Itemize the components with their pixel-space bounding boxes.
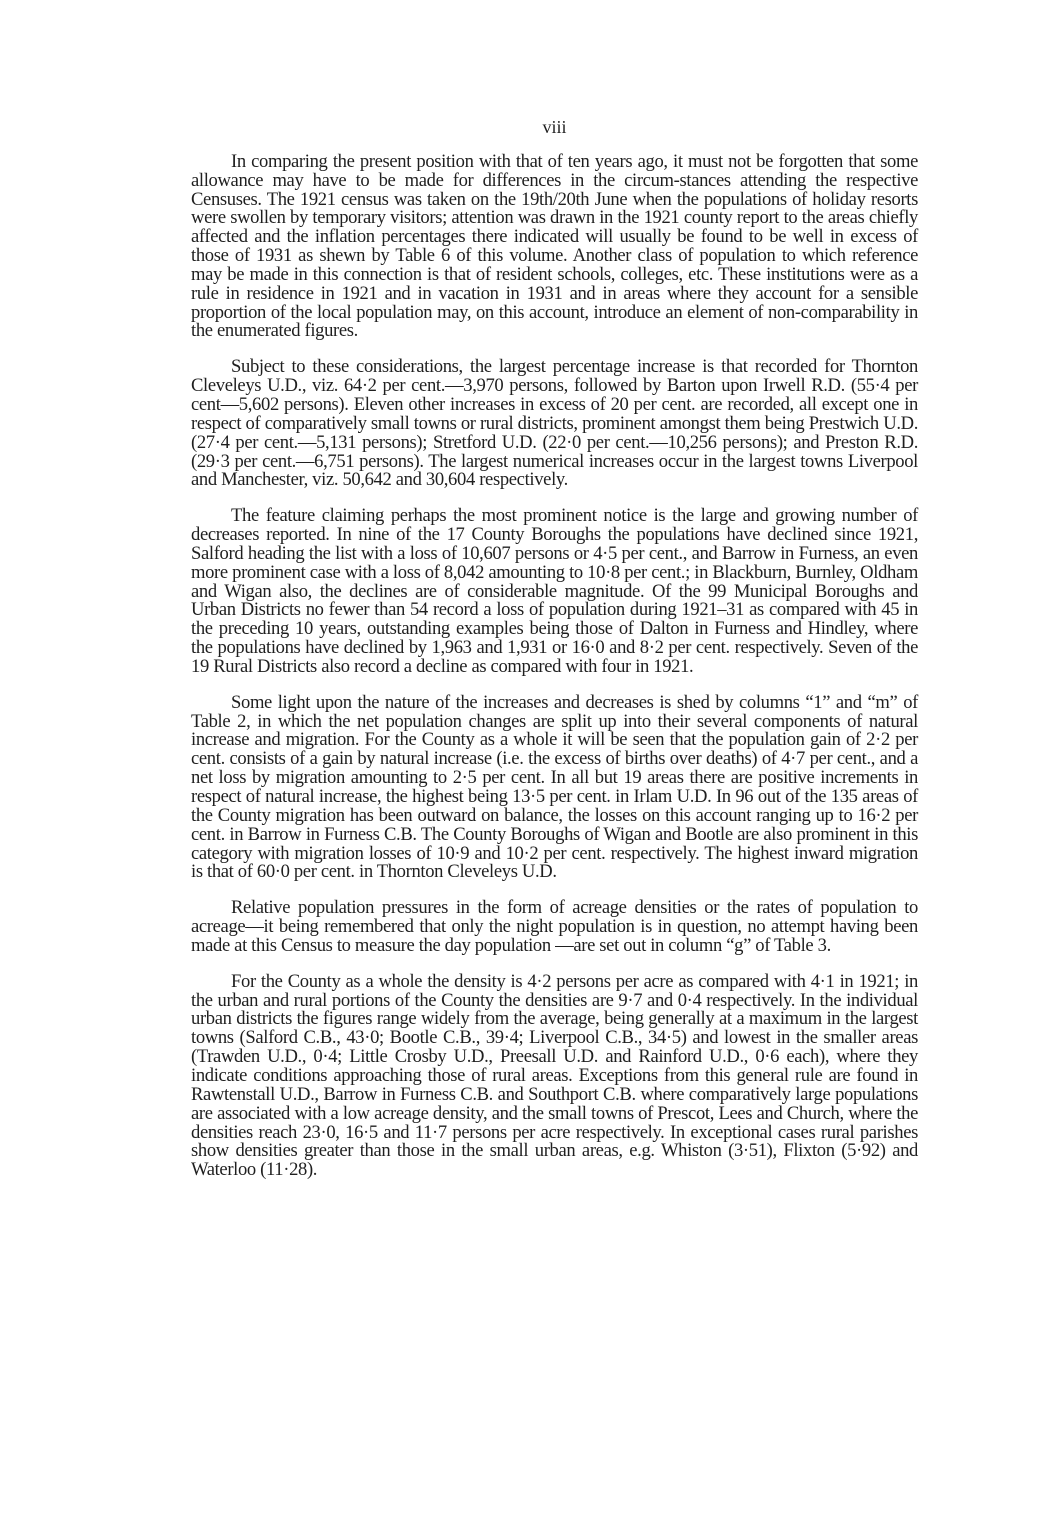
page-number: viii bbox=[542, 117, 567, 137]
paragraph-population-pressures: Relative population pressures in the form of acreage densities or the rates of population to acreage—it being remembered that only the night population is in question, no attempt having been made at this Census to measure the day population —are set out in column “g” of Table 3. bbox=[191, 897, 918, 956]
paragraph-census-circumstances: In comparing the present position with that of ten years ago, it must not be forgotten that some allowance may have to be made for differences in the circum-stances attending the respective Censuses. The 1921 census was taken on the 19th/20th June when the populations of holiday resorts were swollen by temporary visitors; attention was drawn in the 1921 county report to the areas chiefly affected and the inflation percentages there indicated will usually be found to be well in excess of those of 1931 as shewn by Table 6 of this volume. Another class of population to which reference may be made in this connection is that of resident schools, colleges, etc. These institutions were as a rule in residence in 1921 and in vacation in 1931 and in areas where they account for a sensible proportion of the local population may, on this account, introduce an element of non-comparability in the enumerated figures. bbox=[191, 150, 918, 342]
paragraph-natural-increase-migration: Some light upon the nature of the increases and decreases is shed by columns “1” and “m” of Table 2, in which the net population changes are split up into their several components of natural increase and migration. For the County as a whole it will be seen that the population gain of 2·2 per cent. consists of a gain by natural increase (i.e. the excess of births over deaths) of 4·7 per cent., and a net loss by migration amounting to 2·5 per cent. In all but 19 areas there are positive increments in respect of natural increase, the highest being 13·5 per cent. in Irlam U.D. In 96 out of the 135 areas of the County migration has been outward on balance, the losses on this account ranging up to 16·2 per cent. in Barrow in Furness C.B. The County Boroughs of Wigan and Bootle are also prominent in this category with migration losses of 10·9 and 10·2 per cent. respectively. The highest inward migration is that of 60·0 per cent. in Thornton Cleveleys U.D. bbox=[191, 691, 918, 883]
paragraph-percentage-increases: Subject to these considerations, the largest percentage increase is that recorded for Thornton Cleveleys U.D., viz. 64·2 per cent.—3,970 persons, followed by Barton upon Irwell R.D. (55·4 per cent—5,602 persons). Eleven other increases in excess of 20 per cent. are recorded, all except one in respect of comparatively small towns or rural districts, prominent amongst them being Prestwich U.D. (27·4 per cent.—5,131 persons); Stretford U.D. (22·0 per cent.—10,256 persons); and Preston R.D. (29·3 per cent.—6,751 persons). The largest numerical increases occur in the largest towns Liverpool and Manchester, viz. 50,642 and 30,604 respectively. bbox=[191, 356, 918, 491]
paragraph-densities: For the County as a whole the density is 4·2 persons per acre as compared with 4·1 in 1921; in the urban and rural portions of the County the densities are 9·7 and 0·4 respectively. In the individual urban districts the figures range widely from the average, being generally at a maximum in the largest towns (Salford C.B., 43·0; Bootle C.B., 39·4; Liverpool C.B., 34·5) and lowest in the smaller areas (Trawden U.D., 0·4; Little Crosby U.D., Preesall U.D. and Rainford U.D., 0·6 each), where they indicate conditions approaching those of rural areas. Exceptions from this general rule are found in Rawtenstall U.D., Barrow in Furness C.B. and Southport C.B. where comparatively large populations are associated with a low acreage density, and the small towns of Prescot, Lees and Church, where the densities reach 23·0, 16·5 and 11·7 persons per acre respectively. In exceptional cases rural parishes show densities greater than those in the small urban areas, e.g. Whiston (3·51), Flixton (5·92) and Waterloo (11·28). bbox=[191, 970, 918, 1181]
paragraph-decreases: The feature claiming perhaps the most prominent notice is the large and growing number of decreases reported. In nine of the 17 County Boroughs the populations have declined since 1921, Salford heading the list with a loss of 10,607 persons or 4·5 per cent., and Barrow in Furness, an even more prominent case with a loss of 8,042 amounting to 10·8 per cent.; in Blackburn, Burnley, Oldham and Wigan also, the declines are of considerable magnitude. Of the 99 Municipal Boroughs and Urban Districts no fewer than 54 record a loss of population during 1921–31 as compared with 45 in the preceding 10 years, outstanding examples being those of Dalton in Furness and Hindley, where the populations have declined by 1,963 and 1,931 or 16·0 and 8·2 per cent. respectively. Seven of the 19 Rural Districts also record a decline as compared with four in 1921. bbox=[191, 505, 918, 677]
document-page bbox=[191, 118, 918, 1197]
